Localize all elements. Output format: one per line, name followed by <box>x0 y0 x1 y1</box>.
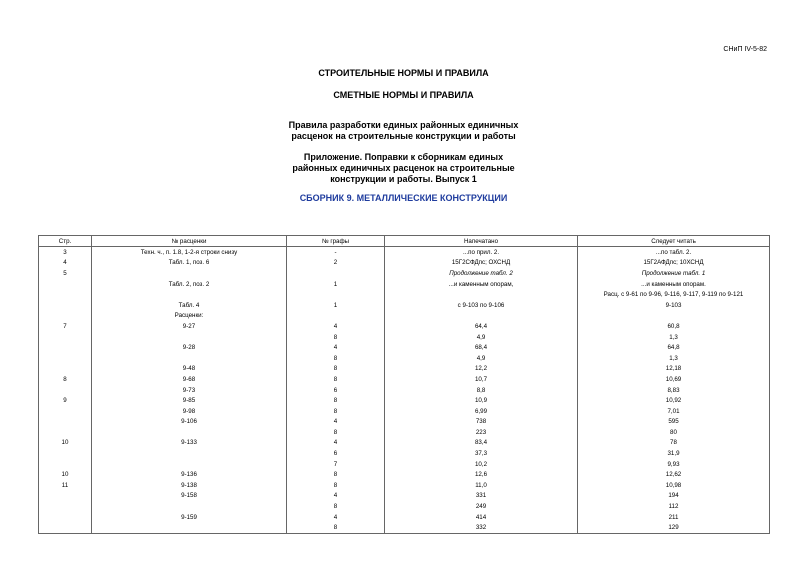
cell-column-number: 8 <box>287 522 385 533</box>
cell-printed: 83,4 <box>385 438 578 449</box>
cell-column-number: 6 <box>287 448 385 459</box>
cell-column-number: 7 <box>287 459 385 470</box>
cell-column-number: 8 <box>287 395 385 406</box>
cell-printed: Продолжение табл. 2 <box>385 268 578 279</box>
cell-should-read: Расц. с 9-61 по 9-96, 9-116, 9-117, 9-119 по 9-121 <box>578 289 770 300</box>
cell-should-read: 595 <box>578 417 770 428</box>
cell-page: 10 <box>39 469 92 480</box>
cell-printed: 223 <box>385 427 578 438</box>
cell-printed: 414 <box>385 512 578 523</box>
cell-should-read: 1,3 <box>578 353 770 364</box>
cell-rate-number: 9-106 <box>92 417 287 428</box>
cell-column-number: 4 <box>287 438 385 449</box>
cell-rate-number <box>92 427 287 438</box>
cell-column-number: 4 <box>287 491 385 502</box>
cell-printed: 37,3 <box>385 448 578 459</box>
cell-printed: ...и каменным опорам, <box>385 279 578 290</box>
cell-should-read: 12,62 <box>578 469 770 480</box>
cell-printed: ...по прил. 2. <box>385 247 578 258</box>
sub-title: СМЕТНЫЕ НОРМЫ И ПРАВИЛА <box>333 90 474 100</box>
cell-rate-number <box>92 501 287 512</box>
cell-page <box>39 289 92 300</box>
cell-column-number: 2 <box>287 258 385 269</box>
cell-should-read: 112 <box>578 501 770 512</box>
cell-page <box>39 427 92 438</box>
cell-page <box>39 501 92 512</box>
cell-column-number: 8 <box>287 406 385 417</box>
header-page: Стр. <box>39 236 92 247</box>
table-row <box>39 501 770 512</box>
table-body <box>39 247 770 534</box>
cell-page <box>39 364 92 375</box>
cell-should-read: ...и каменным опорам. <box>578 279 770 290</box>
table-row <box>39 512 770 523</box>
table-row <box>39 342 770 353</box>
table-row <box>39 491 770 502</box>
cell-rate-number: 9-158 <box>92 491 287 502</box>
cell-printed: 8,8 <box>385 385 578 396</box>
cell-column-number: 1 <box>287 300 385 311</box>
table-row <box>39 448 770 459</box>
cell-should-read: 211 <box>578 512 770 523</box>
cell-page <box>39 300 92 311</box>
cell-printed: 249 <box>385 501 578 512</box>
cell-page <box>39 342 92 353</box>
cell-rate-number: 9-27 <box>92 321 287 332</box>
cell-should-read: ...по табл. 2. <box>578 247 770 258</box>
cell-rate-number: Расценки: <box>92 311 287 322</box>
cell-column-number <box>287 289 385 300</box>
cell-column-number: 8 <box>287 332 385 343</box>
cell-page: 7 <box>39 321 92 332</box>
cell-column-number: 8 <box>287 353 385 364</box>
appendix-title-line-2: районных единичных расценок на строительные <box>292 163 515 173</box>
cell-column-number: - <box>287 247 385 258</box>
cell-column-number: 6 <box>287 385 385 396</box>
corrections-table <box>38 235 770 534</box>
cell-should-read: 80 <box>578 427 770 438</box>
cell-column-number: 4 <box>287 321 385 332</box>
cell-printed: 11,0 <box>385 480 578 491</box>
cell-printed: 10,2 <box>385 459 578 470</box>
cell-page: 11 <box>39 480 92 491</box>
table-row <box>39 364 770 375</box>
cell-should-read: 31,9 <box>578 448 770 459</box>
cell-column-number: 8 <box>287 364 385 375</box>
cell-page: 3 <box>39 247 92 258</box>
cell-column-number <box>287 311 385 322</box>
cell-should-read: 10,98 <box>578 480 770 491</box>
table-row <box>39 247 770 258</box>
cell-should-read: 78 <box>578 438 770 449</box>
cell-page <box>39 406 92 417</box>
table-row <box>39 438 770 449</box>
cell-page <box>39 417 92 428</box>
cell-rate-number: 9-85 <box>92 395 287 406</box>
cell-page <box>39 522 92 533</box>
cell-should-read: 10,92 <box>578 395 770 406</box>
cell-should-read: 12,18 <box>578 364 770 375</box>
cell-should-read: 10,69 <box>578 374 770 385</box>
cell-column-number: 4 <box>287 417 385 428</box>
cell-rate-number: 9-28 <box>92 342 287 353</box>
table-row <box>39 332 770 343</box>
table-row <box>39 353 770 364</box>
cell-rate-number: 9-68 <box>92 374 287 385</box>
table-row <box>39 459 770 470</box>
cell-rate-number: 9-159 <box>92 512 287 523</box>
rules-title-line-1: Правила разработки единых районных единичных <box>288 120 519 130</box>
cell-printed: 331 <box>385 491 578 502</box>
table-row <box>39 258 770 269</box>
cell-rate-number: 9-138 <box>92 480 287 491</box>
cell-rate-number: 9-136 <box>92 469 287 480</box>
cell-should-read: 194 <box>578 491 770 502</box>
cell-printed: 4,9 <box>385 353 578 364</box>
cell-page <box>39 332 92 343</box>
cell-column-number: 8 <box>287 427 385 438</box>
cell-rate-number: 9-98 <box>92 406 287 417</box>
cell-should-read: Продолжение табл. 1 <box>578 268 770 279</box>
cell-rate-number: Табл. 4 <box>92 300 287 311</box>
cell-page <box>39 491 92 502</box>
cell-should-read: 60,8 <box>578 321 770 332</box>
cell-column-number: 8 <box>287 501 385 512</box>
table-row <box>39 311 770 322</box>
cell-rate-number <box>92 448 287 459</box>
cell-column-number: 8 <box>287 480 385 491</box>
cell-should-read: 8,83 <box>578 385 770 396</box>
header-column-number: № графы <box>287 236 385 247</box>
table-row <box>39 279 770 290</box>
header-should-read: Следует читать <box>578 236 770 247</box>
cell-rate-number <box>92 332 287 343</box>
cell-rate-number <box>92 289 287 300</box>
rules-title-line-2: расценок на строительные конструкции и работы <box>291 131 516 141</box>
cell-printed: 15Г2СФДпс; ОХСНД <box>385 258 578 269</box>
cell-rate-number <box>92 459 287 470</box>
cell-should-read: 129 <box>578 522 770 533</box>
cell-should-read: 9-103 <box>578 300 770 311</box>
table-row <box>39 406 770 417</box>
cell-rate-number: 9-73 <box>92 385 287 396</box>
cell-should-read: 1,3 <box>578 332 770 343</box>
cell-page <box>39 279 92 290</box>
cell-column-number <box>287 268 385 279</box>
cell-column-number: 8 <box>287 469 385 480</box>
appendix-title-line-1: Приложение. Поправки к сборникам единых <box>303 152 504 162</box>
cell-printed: 4,9 <box>385 332 578 343</box>
cell-should-read <box>578 311 770 322</box>
cell-page <box>39 385 92 396</box>
table-row <box>39 300 770 311</box>
cell-rate-number: 9-48 <box>92 364 287 375</box>
cell-column-number: 4 <box>287 512 385 523</box>
cell-printed: 332 <box>385 522 578 533</box>
cell-should-read: 64,8 <box>578 342 770 353</box>
cell-should-read: 7,01 <box>578 406 770 417</box>
document-code: СНиП IV-5-82 <box>723 46 767 53</box>
cell-rate-number: Табл. 2, поз. 2 <box>92 279 287 290</box>
table-row <box>39 385 770 396</box>
header-printed: Напечатано <box>385 236 578 247</box>
appendix-title <box>0 152 807 185</box>
table-header-row <box>39 236 770 247</box>
cell-page <box>39 459 92 470</box>
table-row <box>39 480 770 491</box>
cell-page: 9 <box>39 395 92 406</box>
collection-title: СБОРНИК 9. МЕТАЛЛИЧЕСКИЕ КОНСТРУКЦИИ <box>299 193 508 203</box>
cell-rate-number: 9-133 <box>92 438 287 449</box>
cell-printed: 68,4 <box>385 342 578 353</box>
cell-printed: 10,9 <box>385 395 578 406</box>
table-row <box>39 417 770 428</box>
cell-page <box>39 353 92 364</box>
table-row <box>39 268 770 279</box>
cell-column-number: 4 <box>287 342 385 353</box>
cell-column-number: 8 <box>287 374 385 385</box>
cell-printed: 64,4 <box>385 321 578 332</box>
appendix-title-line-3: конструкции и работы. Выпуск 1 <box>330 174 477 184</box>
cell-page: 4 <box>39 258 92 269</box>
header-rate-number: № расценки <box>92 236 287 247</box>
table-row <box>39 289 770 300</box>
cell-rate-number <box>92 353 287 364</box>
rules-title <box>0 120 807 142</box>
cell-printed: с 9-103 по 9-106 <box>385 300 578 311</box>
cell-rate-number <box>92 522 287 533</box>
cell-page <box>39 512 92 523</box>
cell-page: 10 <box>39 438 92 449</box>
cell-page: 8 <box>39 374 92 385</box>
table-row <box>39 469 770 480</box>
cell-page <box>39 448 92 459</box>
cell-printed: 12,2 <box>385 364 578 375</box>
cell-rate-number: Табл. 1, поз. 6 <box>92 258 287 269</box>
cell-printed <box>385 289 578 300</box>
table-row <box>39 427 770 438</box>
table-row <box>39 374 770 385</box>
cell-column-number: 1 <box>287 279 385 290</box>
cell-printed: 6,99 <box>385 406 578 417</box>
cell-printed: 12,6 <box>385 469 578 480</box>
cell-should-read: 9,93 <box>578 459 770 470</box>
main-title: СТРОИТЕЛЬНЫЕ НОРМЫ И ПРАВИЛА <box>318 68 489 78</box>
cell-printed: 738 <box>385 417 578 428</box>
cell-page: 5 <box>39 268 92 279</box>
cell-should-read: 15Г2АФДпс; 10ХСНД <box>578 258 770 269</box>
cell-printed <box>385 311 578 322</box>
table-row <box>39 522 770 533</box>
cell-page <box>39 311 92 322</box>
table-row <box>39 321 770 332</box>
table-row <box>39 395 770 406</box>
cell-rate-number <box>92 268 287 279</box>
cell-printed: 10,7 <box>385 374 578 385</box>
cell-rate-number: Техн. ч., п. 1.8, 1-2-я строки снизу <box>92 247 287 258</box>
